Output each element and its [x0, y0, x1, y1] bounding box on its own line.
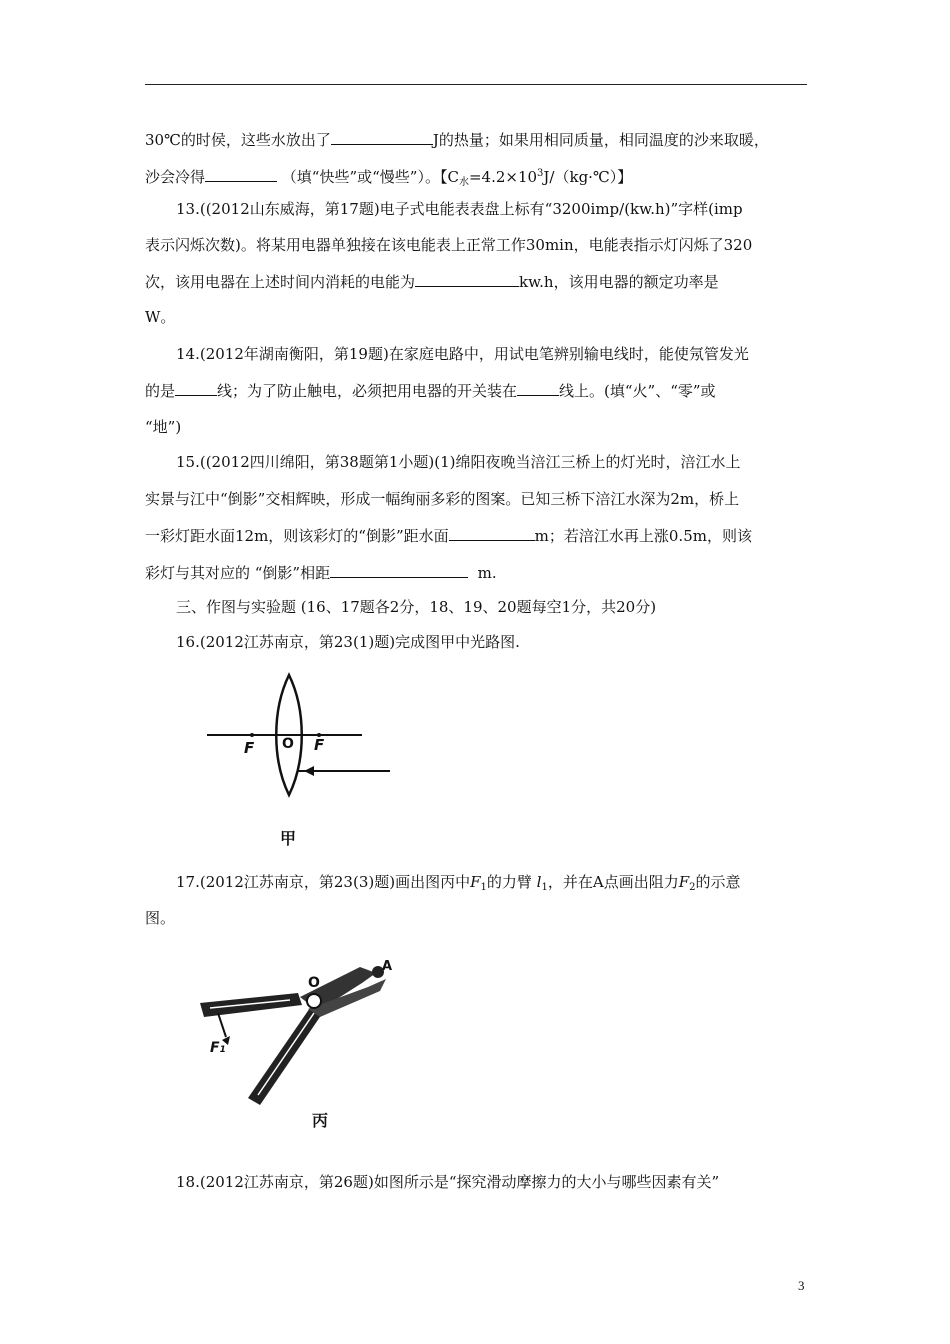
pivot [307, 994, 321, 1008]
q12-sub-water: 水 [458, 177, 469, 188]
q13-text-a: 次，该用电器在上述时间内消耗的电能为 [145, 273, 416, 291]
q17-line-2: 图。 [145, 909, 176, 927]
q16-text: 16.(2012江苏南京，第23(1)题)完成图甲中光路图. [176, 633, 520, 651]
q12-text-b: J的热量；如果用相同质量，相同温度的沙来取暖， [432, 131, 769, 149]
q17-text-b: 的力臂 [486, 873, 532, 891]
q15-text-c: 彩灯与其对应的 “倒影”相距 [145, 564, 331, 582]
q13-line-4: W。 [145, 308, 176, 326]
label-point-o: O [308, 975, 320, 991]
q14-line-2 [145, 379, 807, 402]
q15-blank-2[interactable] [330, 561, 468, 578]
label-force-f1: F1 [210, 1040, 226, 1056]
q14-blank-2[interactable] [517, 379, 559, 396]
q13-line-1: 13.((2012山东威海，第17题)电子式电能表表盘上标有“3200imp/(kw.h)”字样(imp [176, 200, 743, 218]
q17-line-1 [176, 871, 807, 899]
q12-sup: 3 [537, 168, 544, 179]
q17-f1: F [470, 873, 481, 891]
q12-line-1 [145, 128, 807, 151]
q14-text-c: 线上。(填“火”、“零”或 [559, 382, 716, 400]
upper-handle [200, 993, 302, 1017]
q17-text-d: 的示意 [695, 873, 741, 891]
q13-text-b: kw.h，该用电器的额定功率是 [519, 273, 719, 291]
q14-blank-1[interactable] [175, 379, 217, 396]
q15-text-d: m. [477, 564, 497, 582]
q15-line-4 [145, 561, 807, 584]
q15-blank-1[interactable] [449, 524, 535, 541]
q17-text-c: ，并在A点画出阻力 [547, 873, 679, 891]
q12-text-a: ℃的时侯，这些水放出了 [164, 131, 331, 149]
label-focal-left: F [244, 739, 255, 757]
q12-blank-heat[interactable] [331, 128, 433, 145]
q14-text-a: 的是 [145, 382, 176, 400]
q12-text-f: J/（kg·℃）】 [543, 168, 633, 186]
q14-line-1: 14.(2012年湖南衡阳，第19题)在家庭电路中，用试电笔辨别输电线时，能使氖管发光 [176, 345, 749, 363]
q14-text-b: 线；为了防止触电，必须把用电器的开关装在 [217, 382, 518, 400]
q12-blank-speed[interactable] [205, 165, 277, 182]
q12-text-c: 沙会冷得 [145, 168, 206, 186]
force-f1-line [218, 1013, 226, 1037]
q15-line-1: 15.((2012四川绵阳，第38题第1小题)(1)绵阳夜晚当涪江三桥上的灯光时，涪江水上 [176, 453, 741, 471]
label-point-a: A [382, 959, 393, 974]
q12-line-2 [145, 163, 807, 194]
q17-l1-sub: 1 [541, 882, 548, 893]
q17-f1-sub: 1 [480, 882, 487, 893]
q15-line-3 [145, 524, 807, 547]
ray-arrow-icon [304, 766, 314, 776]
q12-temp: 30 [145, 131, 165, 149]
q15-line-2: 实景与江中“倒影”交相辉映，形成一幅绚丽多彩的图案。已知三桥下涪江水深为2m，桥上 [145, 490, 740, 508]
q17-f2: F [678, 873, 690, 891]
q13-line-3 [145, 270, 807, 293]
focal-point-left [250, 733, 254, 737]
q15-text-b: m；若涪江水再上涨0.5m，则该 [534, 527, 752, 545]
q17-l1: l [536, 873, 542, 891]
q14-line-3: “地”) [145, 418, 182, 436]
label-optical-center: O [282, 736, 294, 752]
q13-blank-energy[interactable] [415, 270, 519, 287]
page-number: 3 [798, 1278, 805, 1293]
q17-text-a: 17.(2012江苏南京，第23(3)题)画出图丙中 [176, 873, 471, 891]
q12-text-e: =4.2×10 [468, 168, 538, 186]
q13-line-2: 表示闪烁次数)。将某用电器单独接在该电能表上正常工作30min，电能表指示灯闪烁了320 [145, 236, 753, 254]
figure-bing-caption: 丙 [312, 1111, 329, 1130]
figure-bing [190, 945, 410, 1110]
figure-jia [200, 665, 400, 805]
figure-jia-caption: 甲 [280, 829, 297, 848]
q15-text-a: 一彩灯距水面12m，则该彩灯的“倒影”距水面 [145, 527, 449, 545]
header-rule [145, 84, 807, 85]
label-focal-right: F [314, 736, 325, 754]
q12-text-d: （填“快些”或“慢些”）。【C [281, 168, 459, 186]
section-3-heading: 三、作图与实验题 (16、17题各2分，18、19、20题每空1分，共20分) [176, 598, 657, 616]
q18-line-1: 18.(2012江苏南京，第26题)如图所示是“探究滑动摩擦力的大小与哪些因素有关” [176, 1173, 720, 1191]
q17-f2-sub: 2 [689, 882, 696, 893]
